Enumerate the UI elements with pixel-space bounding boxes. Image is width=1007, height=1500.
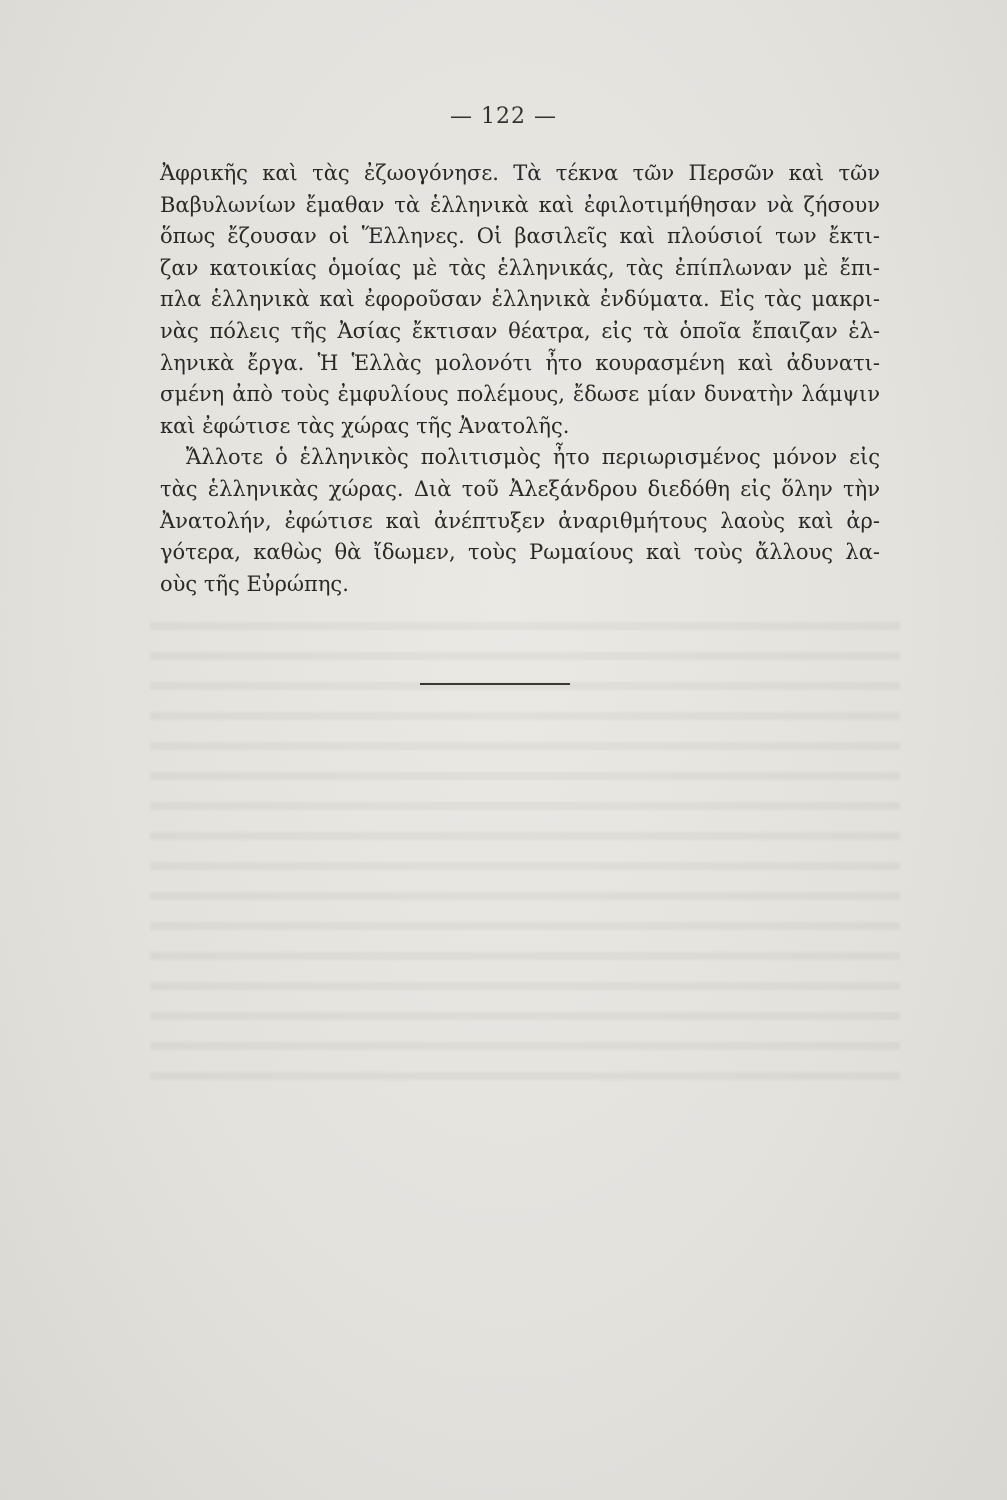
paragraph-1 [160,158,880,442]
text-line: τὰς ἑλληνικὰς χώρας. Διὰ τοῦ Ἀλεξάνδρου διεδόθη εἰς ὅλην τὴν [160,476,880,501]
text-line: Ἀφρικῆς καὶ τὰς ἐζωογόνησε. Τὰ τέκνα τῶν Περσῶν καὶ τῶν [160,161,880,185]
text-line: καὶ ἐφώτισε τὰς χώρας τῆς Ἀνατολῆς. [160,413,570,438]
text-line: νὰς πόλεις τῆς Ἀσίας ἔκτισαν θέατρα, εἰς τὰ ὁποῖα ἔπαιζαν ἑλ- [160,318,880,343]
page-number: — 122 — [450,104,557,129]
text-line: οὺς τῆς Εὐρώπης. [160,571,349,596]
text-line: Ἄλλοτε ὁ ἑλληνικὸς πολιτισμὸς ἦτο περιωρισμένος μόνον εἰς [186,445,880,470]
paragraph-2 [160,442,880,600]
bleed-through-shadow [150,600,900,1100]
text-line: ζαν κατοικίας ὁμοίας μὲ τὰς ἑλληνικάς, τὰς ἐπίπλωναν μὲ ἔπι- [160,255,880,280]
text-line: σμένη ἀπὸ τοὺς ἐμφυλίους πολέμους, ἔδωσε μίαν δυνατὴν λάμψιν [160,382,880,407]
body-text [160,158,880,600]
text-line: Βαβυλωνίων ἔμαθαν τὰ ἑλληνικὰ καὶ ἐφιλοτιμήθησαν νὰ ζήσουν [160,192,880,217]
text-line: ληνικὰ ἔργα. Ἡ Ἑλλὰς μολονότι ἦτο κουρασμένη καὶ ἀδυνατι- [160,350,880,375]
text-line: γότερα, καθὼς θὰ ἴδωμεν, τοὺς Ρωμαίους καὶ τοὺς ἄλλους λα- [160,540,880,565]
section-divider [420,683,570,685]
text-line: ὅπως ἔζουσαν οἱ Ἕλληνες. Οἱ βασιλεῖς καὶ πλούσιοί των ἔκτι- [160,224,880,249]
text-line: πλα ἑλληνικὰ καὶ ἐφοροῦσαν ἑλληνικὰ ἐνδύματα. Εἰς τὰς μακρι- [160,287,880,312]
text-line: Ἀνατολήν, ἐφώτισε καὶ ἀνέπτυξεν ἀναριθμήτους λαοὺς καὶ ἀρ- [160,508,880,533]
